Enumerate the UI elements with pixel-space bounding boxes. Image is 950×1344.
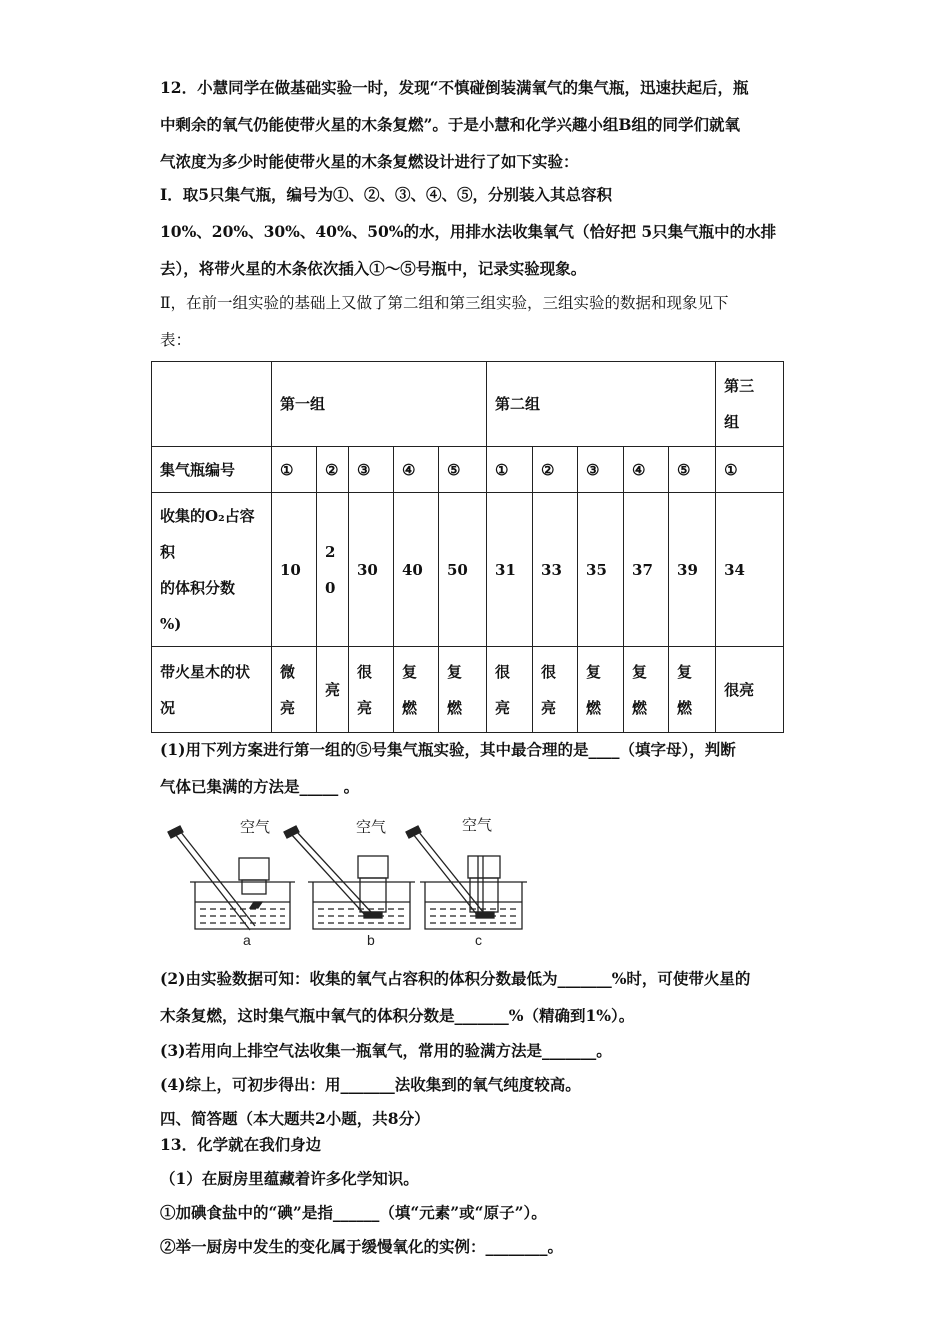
- sub2-line-1: (2)由实验数据可知：收集的氧气占容积的体积分数最低为_______%时，可使带火星的: [160, 969, 751, 988]
- table-cell: ①: [716, 447, 784, 493]
- cell-text: 亮: [357, 698, 373, 717]
- table-cell: 37: [624, 493, 669, 647]
- row-label-bottle: 集气瓶编号: [152, 447, 272, 493]
- q12-line-3: 气浓度为多少时能使带火星的木条复燃设计进行了如下实验：: [160, 152, 579, 171]
- cell-text: 燃: [586, 698, 602, 717]
- table-corner-cell: [152, 362, 272, 447]
- table-cell: ③: [349, 447, 394, 493]
- sub1-line-1: (1)用下列方案进行第一组的⑤号集气瓶实验，其中最合理的是____（填字母），判断: [160, 740, 736, 759]
- table-cell: 50: [439, 493, 487, 647]
- table-cell-part: 2: [325, 542, 336, 561]
- q13-title: 13．化学就在我们身边: [160, 1135, 322, 1154]
- cell-text: 亮: [325, 680, 341, 699]
- table-cell: [272, 647, 317, 733]
- table-row-state: [152, 647, 784, 733]
- sub4-line: (4)综上，可初步得出：用_______法收集到的氧气纯度较高。: [160, 1075, 581, 1094]
- figure-label-b: b: [367, 932, 375, 948]
- cell-text: 复: [677, 662, 693, 681]
- q12-line-1: 12．小慧同学在做基础实验一时，发现“不慎碰倒装满氧气的集气瓶，迅速扶起后，瓶: [160, 78, 749, 97]
- q13-part-3: ②举一厨房中发生的变化属于缓慢氧化的实例：________。: [160, 1237, 564, 1256]
- cell-text: 很: [357, 662, 373, 681]
- table-row-fraction: [152, 493, 784, 647]
- table-cell: 40: [394, 493, 439, 647]
- figure-label-a: a: [243, 932, 251, 948]
- cell-text: 亮: [541, 698, 557, 717]
- cell-text: 很亮: [724, 680, 755, 699]
- cell-text: 复: [586, 662, 602, 681]
- table-cell: [439, 647, 487, 733]
- table-cell: [317, 647, 349, 733]
- cell-text: 很: [495, 662, 511, 681]
- q13-part-2: ①加碘食盐中的“碘”是指______（填“元素”或“原子”）。: [160, 1203, 547, 1222]
- table-cell: [394, 647, 439, 733]
- table-cell: ⑤: [439, 447, 487, 493]
- group-2-header: 第二组: [487, 362, 716, 447]
- group-3-header: [716, 362, 784, 447]
- q12-line-2: 中剩余的氧气仍能使带火星的木条复燃”。于是小慧和化学兴趣小组B组的同学们就氧: [160, 115, 741, 134]
- table-cell: 39: [669, 493, 716, 647]
- table-cell: ④: [624, 447, 669, 493]
- cell-text: 复: [632, 662, 648, 681]
- row-label-fraction-2: 积: [160, 542, 176, 561]
- cell-text: 燃: [677, 698, 693, 717]
- apparatus-b: [284, 818, 415, 948]
- table-cell: ⑤: [669, 447, 716, 493]
- air-label-c: 空气: [462, 817, 493, 834]
- q13-part-1: （1）在厨房里蕴藏着许多化学知识。: [160, 1169, 419, 1188]
- q12-line-6: 去），将带火星的木条依次插入①～⑤号瓶中，记录实验现象。: [160, 259, 587, 278]
- table-cell: ③: [578, 447, 624, 493]
- apparatus-c: [406, 816, 527, 948]
- section-4-heading: 四、简答题（本大题共2小题，共8分）: [160, 1109, 430, 1128]
- table-cell: [349, 647, 394, 733]
- q12-line-7: Ⅱ，在前一组实验的基础上又做了第二组和第三组实验，三组实验的数据和现象见下: [160, 294, 729, 312]
- row-label-fraction-1: 收集的O₂占容: [160, 506, 255, 525]
- group-3-header-line-2: 组: [724, 413, 740, 431]
- cell-text: 亮: [280, 698, 296, 717]
- table-cell: 31: [487, 493, 533, 647]
- table-cell: [716, 647, 784, 733]
- cell-text: 燃: [632, 698, 648, 717]
- table-cell: ④: [394, 447, 439, 493]
- sub2-line-2: 木条复燃，这时集气瓶中氧气的体积分数是_______%（精确到1%）。: [160, 1006, 635, 1025]
- table-cell: ②: [317, 447, 349, 493]
- cell-text: 微: [280, 662, 296, 681]
- cell-text: 复: [447, 662, 463, 681]
- sub3-line: (3)若用向上排空气法收集一瓶氧气，常用的验满方法是_______。: [160, 1041, 612, 1060]
- row-label-state-2: 况: [160, 698, 176, 717]
- cell-text: 亮: [495, 698, 511, 717]
- table-cell: [487, 647, 533, 733]
- table-header-row: [152, 362, 784, 447]
- row-label-fraction-3: 的体积分数: [160, 578, 236, 597]
- air-label-a: 空气: [240, 819, 271, 836]
- apparatus-a: [168, 818, 295, 948]
- air-label-b: 空气: [356, 819, 387, 836]
- group-3-header-line-1: 第三: [724, 377, 755, 395]
- table-cell: ①: [487, 447, 533, 493]
- table-cell: 10: [272, 493, 317, 647]
- table-cell: [317, 493, 349, 647]
- table-cell: [533, 647, 578, 733]
- row-label-state: [152, 647, 272, 733]
- cell-text: 很: [541, 662, 557, 681]
- sub1-line-2: 气体已集满的方法是_____ 。: [160, 777, 360, 796]
- table-cell: 34: [716, 493, 784, 647]
- table-cell: 33: [533, 493, 578, 647]
- q12-line-4: I．取5只集气瓶，编号为①、②、③、④、⑤，分别装入其总容积: [160, 185, 613, 204]
- experiment-table: [151, 361, 784, 733]
- table-cell: 35: [578, 493, 624, 647]
- table-cell: ①: [272, 447, 317, 493]
- group-1-header: 第一组: [272, 362, 487, 447]
- table-row-bottle: [152, 447, 784, 493]
- apparatus-figure: [160, 812, 530, 950]
- row-label-state-1: 带火星木的状: [160, 662, 251, 681]
- row-label-fraction-4: %): [160, 614, 182, 633]
- cell-text: 复: [402, 662, 418, 681]
- q12-line-5: 10%、20%、30%、40%、50%的水，用排水法收集氧气（恰好把 5只集气瓶中的水排: [160, 222, 777, 241]
- table-cell: ②: [533, 447, 578, 493]
- cell-text: 燃: [447, 698, 463, 717]
- row-label-fraction: [152, 493, 272, 647]
- table-cell-part: 0: [325, 578, 336, 597]
- table-cell: [578, 647, 624, 733]
- figure-label-c: c: [475, 932, 482, 948]
- cell-text: 燃: [402, 698, 418, 717]
- table-cell: [624, 647, 669, 733]
- table-cell: 30: [349, 493, 394, 647]
- q12-line-8: 表：: [160, 331, 192, 349]
- table-cell: [669, 647, 716, 733]
